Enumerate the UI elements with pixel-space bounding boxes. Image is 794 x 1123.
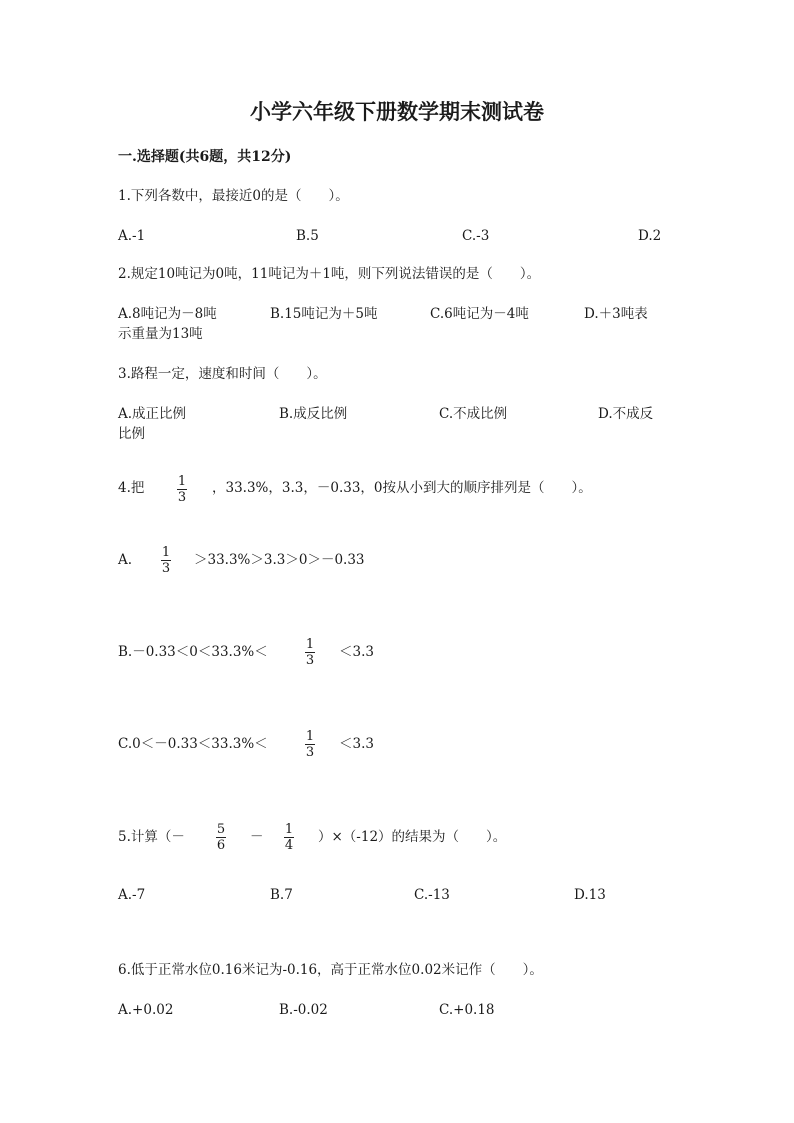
question-3-stem: 3.路程一定，速度和时间（ ）。 [118,366,327,382]
q6-option-b: B.-0.02 [279,1002,328,1018]
q3-option-c: C.不成比例 [439,406,508,422]
q1-option-a: A.-1 [118,228,146,244]
q1-option-c: C.-3 [462,228,490,244]
section-heading: 一.选择题(共6题，共12分) [118,149,292,165]
fraction-denominator: 3 [161,561,171,576]
question-5-stem-start: 5.计算（－ [118,829,185,845]
q5-option-b: B.7 [270,887,293,903]
q2-option-d: D.＋3吨表 [584,306,648,322]
fraction-numerator: 1 [177,474,187,489]
fraction-numerator: 5 [216,822,226,837]
q5-fraction-five-sixths [214,822,228,853]
q2-option-b: B.15吨记为＋5吨 [270,306,378,322]
q4-option-b-end: ＜3.3 [339,644,374,660]
fraction-numerator: 1 [284,822,294,837]
question-4-stem-start: 4.把 [118,480,145,496]
q5-minus-sign: － [250,829,264,845]
q5-option-a: A.-7 [118,887,146,903]
q6-option-a: A.+0.02 [118,1002,174,1018]
fraction-denominator: 6 [216,838,226,853]
fraction-numerator: 1 [305,637,315,652]
fraction-numerator: 1 [161,545,171,560]
q4-option-a-text: ＞33.3%＞3.3＞0＞－0.33 [194,552,365,568]
question-6-stem: 6.低于正常水位0.16米记为-0.16，高于正常水位0.02米记作（ ）。 [118,962,543,978]
q5-fraction-one-quarter [282,822,296,853]
q5-option-c: C.-13 [414,887,450,903]
q2-option-c: C.6吨记为－4吨 [430,306,529,322]
q3-option-d-continued: 比例 [118,426,145,442]
page-title: 小学六年级下册数学期末测试卷 [250,99,544,124]
fraction-numerator: 1 [305,729,315,744]
q4-option-a-fraction [159,545,173,576]
q4-option-c-fraction [303,729,317,760]
q4-option-b-text: B.－0.33＜0＜33.3%＜ [118,644,268,660]
q4-option-c-text: C.0＜－0.33＜33.3%＜ [118,736,268,752]
q3-option-d: D.不成反 [598,406,654,422]
fraction-denominator: 3 [305,653,315,668]
fraction-denominator: 4 [284,838,294,853]
q4-fraction-one-third [175,474,189,505]
q4-option-c-end: ＜3.3 [339,736,374,752]
q2-option-d-continued: 示重量为13吨 [118,326,203,342]
q5-option-d: D.13 [574,887,606,903]
q1-option-d: D.2 [638,228,662,244]
q1-option-b: B.5 [296,228,319,244]
q4-option-b-fraction [303,637,317,668]
question-4-stem-end: ，33.3%，3.3，－0.33，0按从小到大的顺序排列是（ ）。 [212,480,592,496]
question-1-stem: 1.下列各数中，最接近0的是（ ）。 [118,188,349,204]
q3-option-b: B.成反比例 [279,406,348,422]
q3-option-a: A.成正比例 [118,406,187,422]
question-2-stem: 2.规定10吨记为0吨，11吨记为＋1吨，则下列说法错误的是（ ）。 [118,266,541,282]
q2-option-a: A.8吨记为－8吨 [118,306,217,322]
fraction-denominator: 3 [177,490,187,505]
fraction-denominator: 3 [305,745,315,760]
q4-option-a-label: A. [118,552,133,568]
question-5-stem-end: ）×（-12）的结果为（ ）。 [318,829,507,845]
q6-option-c: C.+0.18 [439,1002,495,1018]
